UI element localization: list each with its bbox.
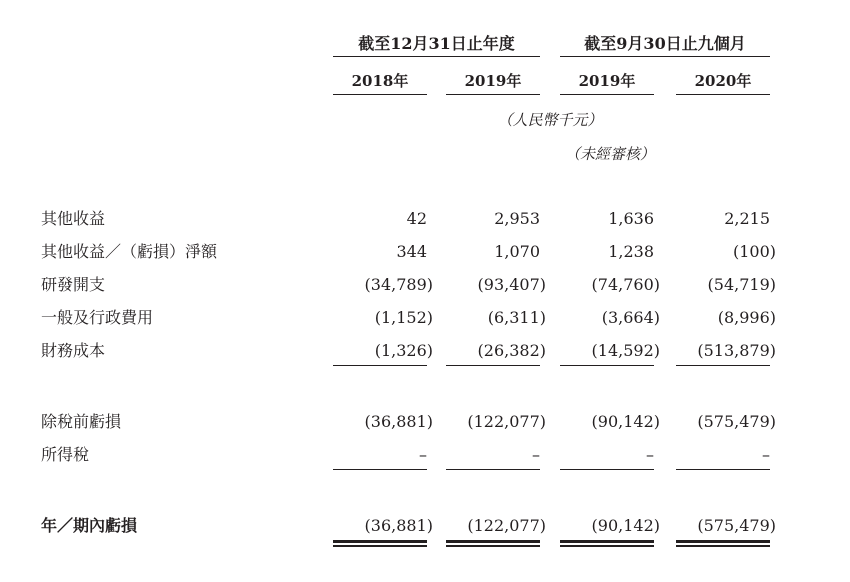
table-cell: (100) <box>732 242 776 261</box>
year-header-2019-nine-months: 2019年 <box>560 70 654 96</box>
table-cell: (6,311) <box>487 308 546 327</box>
table-cell: (36,881) <box>364 412 433 431</box>
unit-note: （人民幣千元） <box>497 111 603 129</box>
table-cell: 2,953 <box>494 209 540 228</box>
row-label-loss-for-year-period: 年／期內虧損 <box>41 516 138 535</box>
year-header-2019: 2019年 <box>446 70 540 96</box>
total-double-rule <box>333 540 427 547</box>
table-cell: 344 <box>396 242 427 261</box>
table-cell: – <box>646 445 654 464</box>
table-cell: (54,719) <box>707 275 776 294</box>
table-cell: (34,789) <box>364 275 433 294</box>
table-cell: 1,070 <box>494 242 540 261</box>
table-cell: 1,238 <box>608 242 654 261</box>
table-cell: – <box>762 445 770 464</box>
table-cell: (74,760) <box>591 275 660 294</box>
table-cell: (26,382) <box>477 341 546 360</box>
table-cell: (1,326) <box>374 341 433 360</box>
table-cell: (122,077) <box>467 516 546 535</box>
row-label-loss-before-tax: 除稅前虧損 <box>41 412 122 431</box>
table-cell: – <box>532 445 540 464</box>
subtotal-rule <box>560 469 654 470</box>
year-header-2018: 2018年 <box>333 70 427 96</box>
table-cell: (575,479) <box>697 516 776 535</box>
table-cell: (36,881) <box>364 516 433 535</box>
table-cell: – <box>419 445 427 464</box>
subtotal-rule <box>446 469 540 470</box>
table-cell: (575,479) <box>697 412 776 431</box>
row-label-rd-expenses: 研發開支 <box>41 275 106 294</box>
table-cell: (90,142) <box>591 516 660 535</box>
table-cell: (3,664) <box>601 308 660 327</box>
total-double-rule <box>676 540 770 547</box>
total-double-rule <box>560 540 654 547</box>
table-cell: (1,152) <box>374 308 433 327</box>
subtotal-rule <box>676 365 770 366</box>
subtotal-rule <box>333 469 427 470</box>
header-group-nine-months-sep-30: 截至9月30日止九個月 <box>560 33 770 59</box>
unaudited-note: （未經審核） <box>564 145 655 163</box>
table-cell: 42 <box>406 209 427 228</box>
table-cell: (90,142) <box>591 412 660 431</box>
header-group-year-ended-dec-31: 截至12月31日止年度 <box>333 33 540 59</box>
row-label-other-gains-losses-net: 其他收益／（虧損）淨額 <box>41 242 218 261</box>
table-cell: 1,636 <box>608 209 654 228</box>
row-label-income-tax: 所得稅 <box>41 445 90 464</box>
row-label-other-income: 其他收益 <box>41 209 106 228</box>
table-cell: (14,592) <box>591 341 660 360</box>
year-header-2020: 2020年 <box>676 70 770 96</box>
table-cell: 2,215 <box>724 209 770 228</box>
subtotal-rule <box>446 365 540 366</box>
subtotal-rule <box>560 365 654 366</box>
subtotal-rule <box>333 365 427 366</box>
row-label-general-admin-expenses: 一般及行政費用 <box>41 308 154 327</box>
table-cell: (93,407) <box>477 275 546 294</box>
table-cell: (8,996) <box>717 308 776 327</box>
table-cell: (513,879) <box>697 341 776 360</box>
table-cell: (122,077) <box>467 412 546 431</box>
total-double-rule <box>446 540 540 547</box>
row-label-finance-costs: 財務成本 <box>41 341 106 360</box>
subtotal-rule <box>676 469 770 470</box>
